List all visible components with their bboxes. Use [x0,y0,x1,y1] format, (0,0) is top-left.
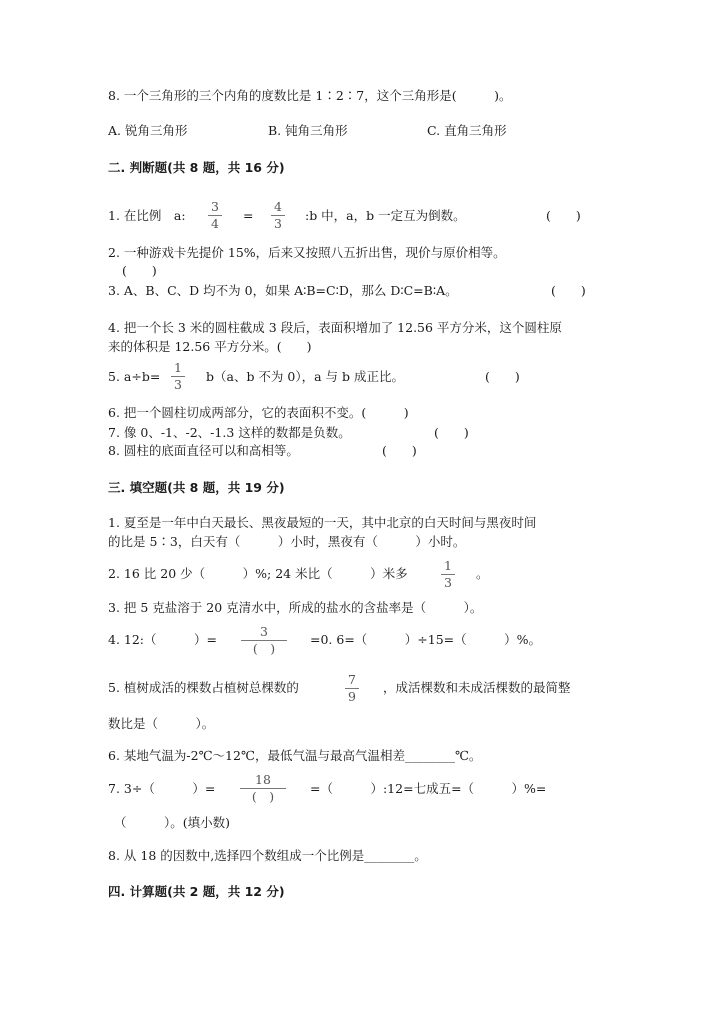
fraction-numerator: 4 [274,199,282,214]
answer-paren: ( ) [434,425,469,440]
fraction-1-3 [441,559,455,590]
judge-q1-prefix: 1. 在比例 a: [108,208,186,223]
fraction-numerator: 7 [348,672,356,687]
fraction-7-9 [345,673,359,704]
section-title-calculation: 四. 计算题(共 2 题，共 12 分) [108,884,285,899]
fraction-numerator: 18 [255,772,271,787]
fill-q2-suffix: 。 [476,566,489,581]
fill-q1-line1: 1. 夏至是一年中白天最长、黑夜最短的一天，其中北京的白天时间与黑夜时间 [108,515,537,530]
option-a: A. 锐角三角形 [108,123,188,138]
fraction-18-blank [240,773,286,804]
section-title-fill-in: 三. 填空题(共 8 题，共 19 分) [108,480,285,495]
judge-q3: 3. A、B、C、D 均不为 0，如果 A∶B=C∶D，那么 D∶C=B∶A。 [108,283,458,298]
fraction-3-blank [241,625,287,656]
option-b: B. 钝角三角形 [268,123,348,138]
fill-q8: 8. 从 18 的因数中,选择四个数组成一个比例是________。 [108,848,427,863]
fill-q4-suffix: =0. 6=（ ）÷15=（ ）%。 [310,632,542,647]
answer-paren: ( ) [551,283,586,298]
fraction-numerator: 1 [174,360,182,375]
judge-q6: 6. 把一个圆柱切成两部分，它的表面积不变。( ) [108,405,409,420]
answer-paren: ( ) [122,263,157,278]
fraction-1-3 [171,361,185,392]
judge-q2: 2. 一种游戏卡先提价 15%，后来又按照八五折出售，现价与原价相等。 [108,245,506,260]
section-title-judgement: 二. 判断题(共 8 题，共 16 分) [108,160,285,175]
judge-q8: 8. 圆柱的底面直径可以和高相等。 [108,443,299,458]
judge-q7: 7. 像 0、-1、-2、-1.3 这样的数都是负数。 [108,425,351,440]
fill-q7-line2: （ ）。(填小数) [114,815,231,830]
fraction-denominator: 3 [274,216,282,231]
fraction-numerator: 1 [444,558,452,573]
fraction-denominator: 4 [211,216,219,231]
fraction-denominator: ( ) [252,641,276,656]
fraction-numerator: 3 [260,624,268,639]
judge-q4-line2: 来的体积是 12.56 平方分米。( ) [108,339,312,354]
fill-q6: 6. 某地气温为-2℃～12℃，最低气温与最高气温相差________℃。 [108,748,482,763]
fraction-3-4 [208,200,222,231]
fill-q3: 3. 把 5 克盐溶于 20 克清水中，所成的盐水的含盐率是（ ）。 [108,600,483,615]
fill-q4-prefix: 4. 12:（ ）= [108,632,217,647]
judge-q5-suffix: b（a、b 不为 0），a 与 b 成正比。 [206,369,404,384]
fraction-4-3 [271,200,285,231]
judge-q1-suffix: :b 中，a，b 一定互为倒数。 [305,208,466,223]
fraction-denominator: 9 [348,689,356,704]
equals-sign: = [243,208,254,223]
fill-q1-line2: 的比是 5∶3，白天有（ ）小时，黑夜有（ ）小时。 [108,534,466,549]
fill-q7-suffix: =（ ）:12=七成五=（ ）%= [310,781,547,796]
judge-q4-line1: 4. 把一个长 3 米的圆柱截成 3 段后，表面积增加了 12.56 平方分米，这个圆柱原 [108,320,562,335]
question-8-triangle: 8. 一个三角形的三个内角的度数比是 1∶2∶7，这个三角形是( )。 [108,88,512,103]
answer-paren: ( ) [485,369,520,384]
answer-paren: ( ) [546,208,581,223]
answer-paren: ( ) [382,443,417,458]
fraction-denominator: 3 [174,377,182,392]
fraction-numerator: 3 [211,199,219,214]
fill-q5-prefix: 5. 植树成活的棵数占植树总棵数的 [108,680,299,695]
fill-q5-line2: 数比是（ ）。 [108,716,215,731]
fill-q5-suffix: ，成活棵数和未成活棵数的最简整 [383,680,571,695]
fraction-denominator: 3 [444,575,452,590]
option-c: C. 直角三角形 [427,123,507,138]
fill-q7-prefix: 7. 3÷（ ）= [108,781,216,796]
fraction-denominator: ( ) [251,789,275,804]
fill-q2-prefix: 2. 16 比 20 少（ ）%; 24 米比（ ）米多 [108,566,408,581]
judge-q5-prefix: 5. a÷b= [108,369,161,384]
